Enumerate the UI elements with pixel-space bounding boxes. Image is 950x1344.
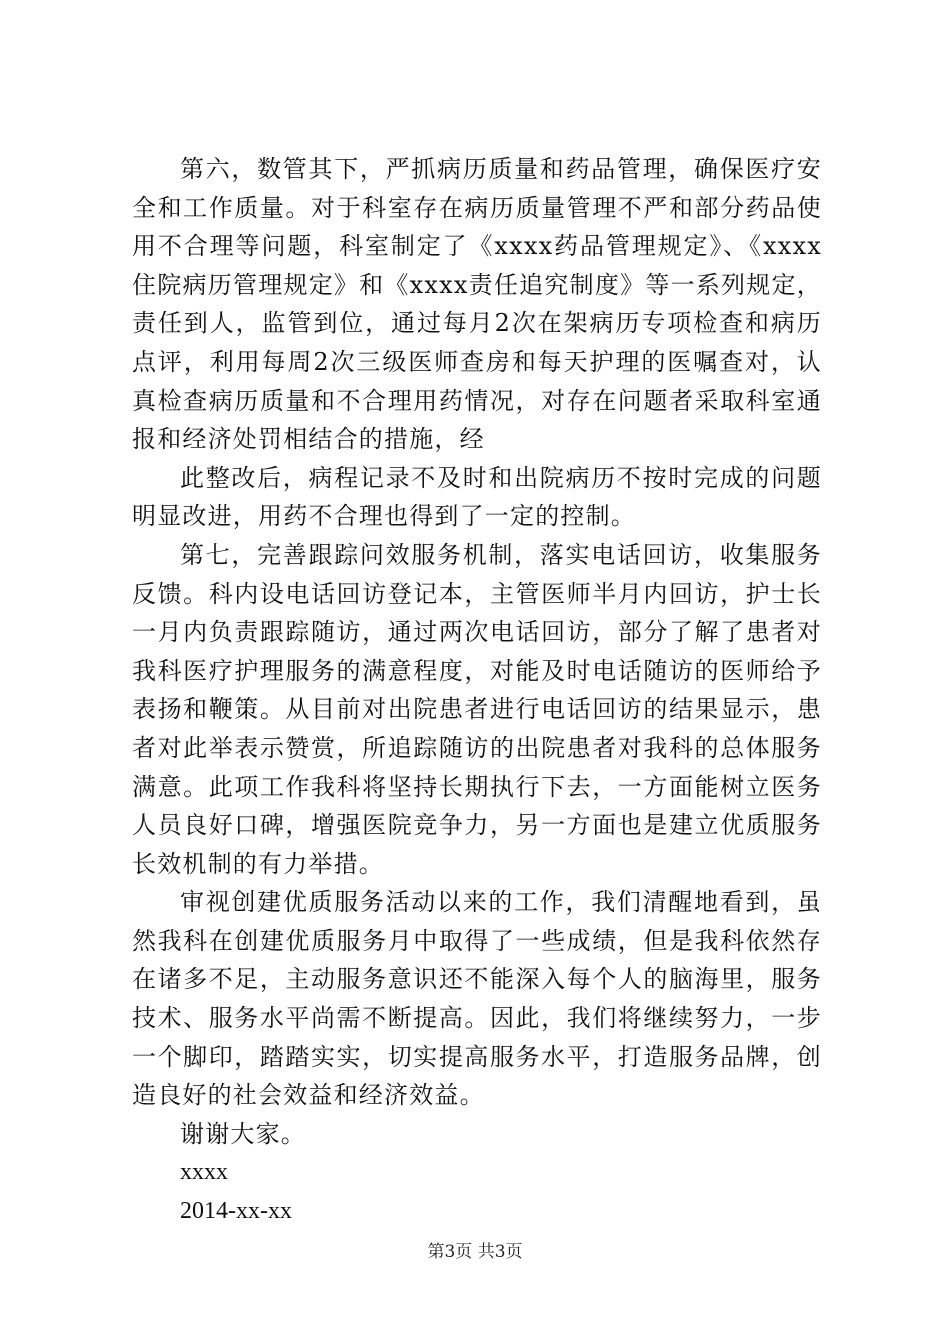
signature: xxxx [180, 1159, 228, 1186]
page-footer [0, 1241, 950, 1263]
document-date: 2014-xx-xx [180, 1198, 292, 1225]
document-body [132, 150, 822, 1231]
paragraph-seventh-point: 第七，完善跟踪问效服务机制，落实电话回访，收集服务反馈。科内设电话回访登记本，主管医师半月内回访，护士长一月内负责跟踪随访，通过两次电话回访，部分了解了患者对我科医疗护理服务的满意程度，对能及时电话随访的医师给予表扬和鞭策。从目前对出院患者进行电话回访的结果显示，患者对此举表示赞赏，所追踪随访的出院患者对我科的总体服务满意。此项工作我科将坚持长期执行下去，一方面能树立医务人员良好口碑，增强医院竞争力，另一方面也是建立优质服务长效机制的有力举措。 [132, 540, 822, 878]
closing-thanks: 谢谢大家。 [180, 1119, 306, 1148]
paragraph-review-conclusion: 审视创建优质服务活动以来的工作，我们清醒地看到，虽然我科在创建优质服务月中取得了一些成绩，但是我科依然存在诸多不足，主动服务意识还不能深入每个人的脑海里，服务技术、服务水平尚需不断提高。因此，我们将继续努力，一步一个脚印，踏踏实实，切实提高服务水平，打造服务品牌，创造良好的社会效益和经济效益。 [132, 888, 822, 1110]
page-number: 第3页 共3页 [427, 1242, 523, 1262]
paragraph-rectification-result: 此整改后，病程记录不及时和出院病历不按时完成的问题明显改进，用药不合理也得到了一定的控制。 [132, 463, 822, 531]
paragraph-sixth-point: 第六，数管其下，严抓病历质量和药品管理，确保医疗安全和工作质量。对于科室存在病历质量管理不严和部分药品使用不合理等问题，科室制定了《xxxx药品管理规定》、《xxxx住院病历管理规定》和《xxxx责任追究制度》等一系列规定，责任到人，监管到位，通过每月2次在架病历专项检查和病历点评，利用每周2次三级医师查房和每天护理的医嘱查对，认真检查病历质量和不合理用药情况，对存在问题者采取科室通报和经济处罚相结合的措施，经 [132, 155, 822, 454]
